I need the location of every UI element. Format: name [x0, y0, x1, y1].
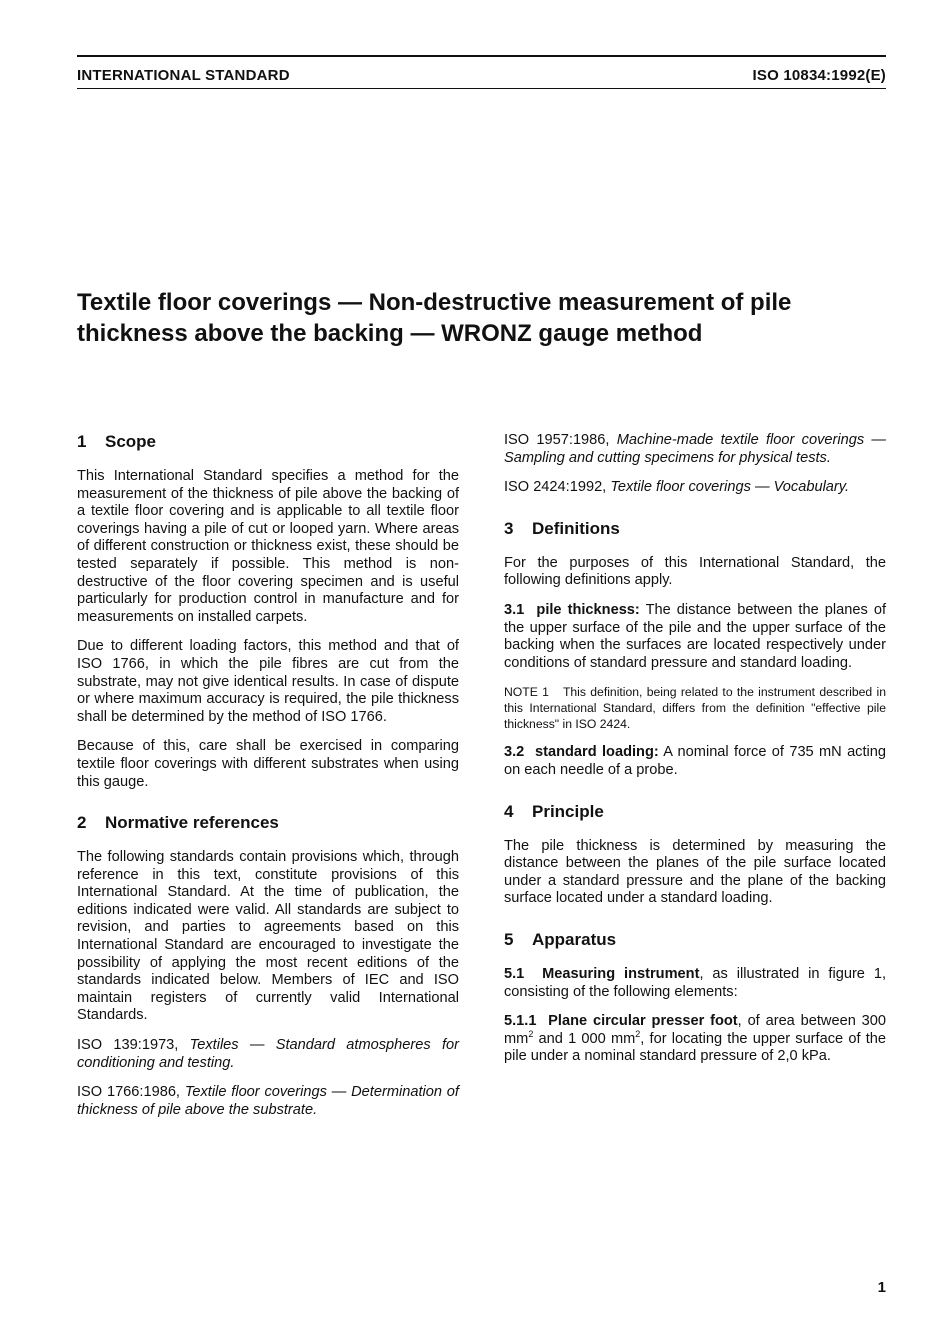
note-text: This definition, being related to the instrument described in this International Standard, differs from the definition "effective pile thickness" in ISO 2424. [504, 685, 886, 732]
section-normative-references-heading [77, 813, 459, 833]
header-rule-top [77, 55, 886, 57]
section-title: Apparatus [532, 929, 617, 949]
section-definitions-heading [504, 519, 886, 539]
title-line-2: thickness above the backing — WRONZ gauge method [77, 320, 703, 347]
section-number: 3 [504, 518, 514, 538]
scope-paragraph-2: Due to different loading factors, this method and that of ISO 1766, in which the pile fibres are cut from the substrate, may not give identical results. In case of dispute or where maximum accuracy is required, the pile thickness shall be determined by the method of ISO 1766. [77, 638, 459, 725]
clause-number: 5.1 [504, 965, 525, 982]
clause-number: 5.1.1 [504, 1013, 537, 1030]
clause-5-1 [504, 966, 886, 1001]
reference-iso-1766 [77, 1084, 459, 1119]
clause-text-b: and 1 000 mm [533, 1030, 636, 1047]
scope-paragraph-3: Because of this, care shall be exercised in comparing textile floor coverings with different substrates when using this gauge. [77, 738, 459, 790]
header-standard-number: ISO 10834:1992(E) [752, 67, 886, 84]
reference-iso-2424 [504, 479, 886, 497]
title-line-1: Textile floor coverings — Non-destructive measurement of pile [77, 289, 792, 316]
clause-text-a: , of area between 300 mm [504, 1013, 887, 1047]
document-title [77, 287, 887, 349]
section-title: Definitions [532, 518, 620, 538]
definition-standard-loading [504, 744, 886, 779]
section-apparatus-heading [504, 930, 886, 950]
definition-number: 3.2 [504, 744, 525, 761]
clause-text: , as illustrated in figure 1, consisting of the following elements: [504, 965, 887, 1000]
section-number: 2 [77, 813, 87, 833]
normative-paragraph-1: The following standards contain provisions which, through reference in this text, constitute provisions of this International Standard. At the time of publication, the editions indicated were valid. All standards are subject to revision, and parties to agreements based on this International Standard are encouraged to investigate the possibility of applying the most recent editions of the standards indicated below. Members of IEC and ISO maintain registers of currently valid International Standards. [77, 849, 459, 1024]
section-title: Principle [532, 801, 604, 821]
clause-term: Plane circular presser foot [548, 1013, 738, 1030]
reference-title: Textile floor coverings — Determination of thickness of pile above the substrate. [77, 1084, 459, 1118]
section-number: 5 [504, 929, 514, 949]
clause-5-1-1 [504, 1013, 886, 1066]
definitions-intro: For the purposes of this International Standard, the following definitions apply. [504, 554, 886, 589]
reference-code: ISO 2424:1992, [504, 479, 607, 496]
section-principle-heading [504, 802, 886, 822]
clause-text-c: , for locating the upper surface of the pile under a nominal standard pressure of 2,0 kPa. [504, 1030, 886, 1065]
right-column [504, 432, 886, 1066]
header-document-type: INTERNATIONAL STANDARD [77, 67, 290, 84]
definition-term: standard loading: [535, 744, 659, 761]
reference-title: Textile floor coverings — Vocabulary. [610, 479, 850, 496]
superscript: 2 [635, 1028, 641, 1039]
section-scope-heading [77, 432, 459, 452]
reference-title: Textiles — Standard atmospheres for conditioning and testing. [77, 1037, 459, 1071]
note-label: NOTE 1 [504, 685, 549, 700]
note-1 [504, 684, 886, 732]
section-number: 4 [504, 801, 514, 821]
reference-iso-139 [77, 1037, 459, 1072]
definition-term: pile thickness: [536, 601, 640, 618]
scope-paragraph-1: This International Standard specifies a method for the measurement of the thickness of pile above the backing of a textile floor covering and is applicable to all textile floor coverings having a pile of cut or looped yarn. Where areas of different construction or thickness exist, these should be tested separately if possible. This method is non-destructive of the floor covering specimen and is useful particularly for production control in manufacture and for measurements on installed carpets. [77, 468, 459, 625]
reference-iso-1957 [504, 432, 886, 467]
reference-code: ISO 1766:1986, [77, 1084, 180, 1101]
left-column [77, 432, 459, 1119]
header-rule-bottom [77, 88, 886, 89]
superscript: 2 [528, 1028, 534, 1039]
definition-number: 3.1 [504, 601, 525, 618]
section-number: 1 [77, 432, 87, 451]
reference-code: ISO 1957:1986, [504, 432, 610, 448]
principle-paragraph: The pile thickness is determined by measuring the distance between the planes of the pile surface located under a standard pressure and the plane of the backing surface located under a standard loading. [504, 837, 886, 907]
clause-term: Measuring instrument [542, 965, 700, 982]
section-title: Scope [105, 432, 157, 451]
reference-title: Machine-made textile floor coverings — Sampling and cutting specimens for physical tests. [504, 432, 886, 466]
definition-text: A nominal force of 735 mN acting on each needle of a probe. [504, 744, 887, 778]
reference-code: ISO 139:1973, [77, 1037, 179, 1054]
definition-pile-thickness [504, 602, 886, 672]
section-title: Normative references [105, 813, 279, 833]
definition-text: The distance between the planes of the upper surface of the pile and the upper surface of the backing when the surfaces are located respectively under conditions of standard pressure and standard loading. [504, 601, 886, 671]
page-number: 1 [877, 1279, 886, 1296]
